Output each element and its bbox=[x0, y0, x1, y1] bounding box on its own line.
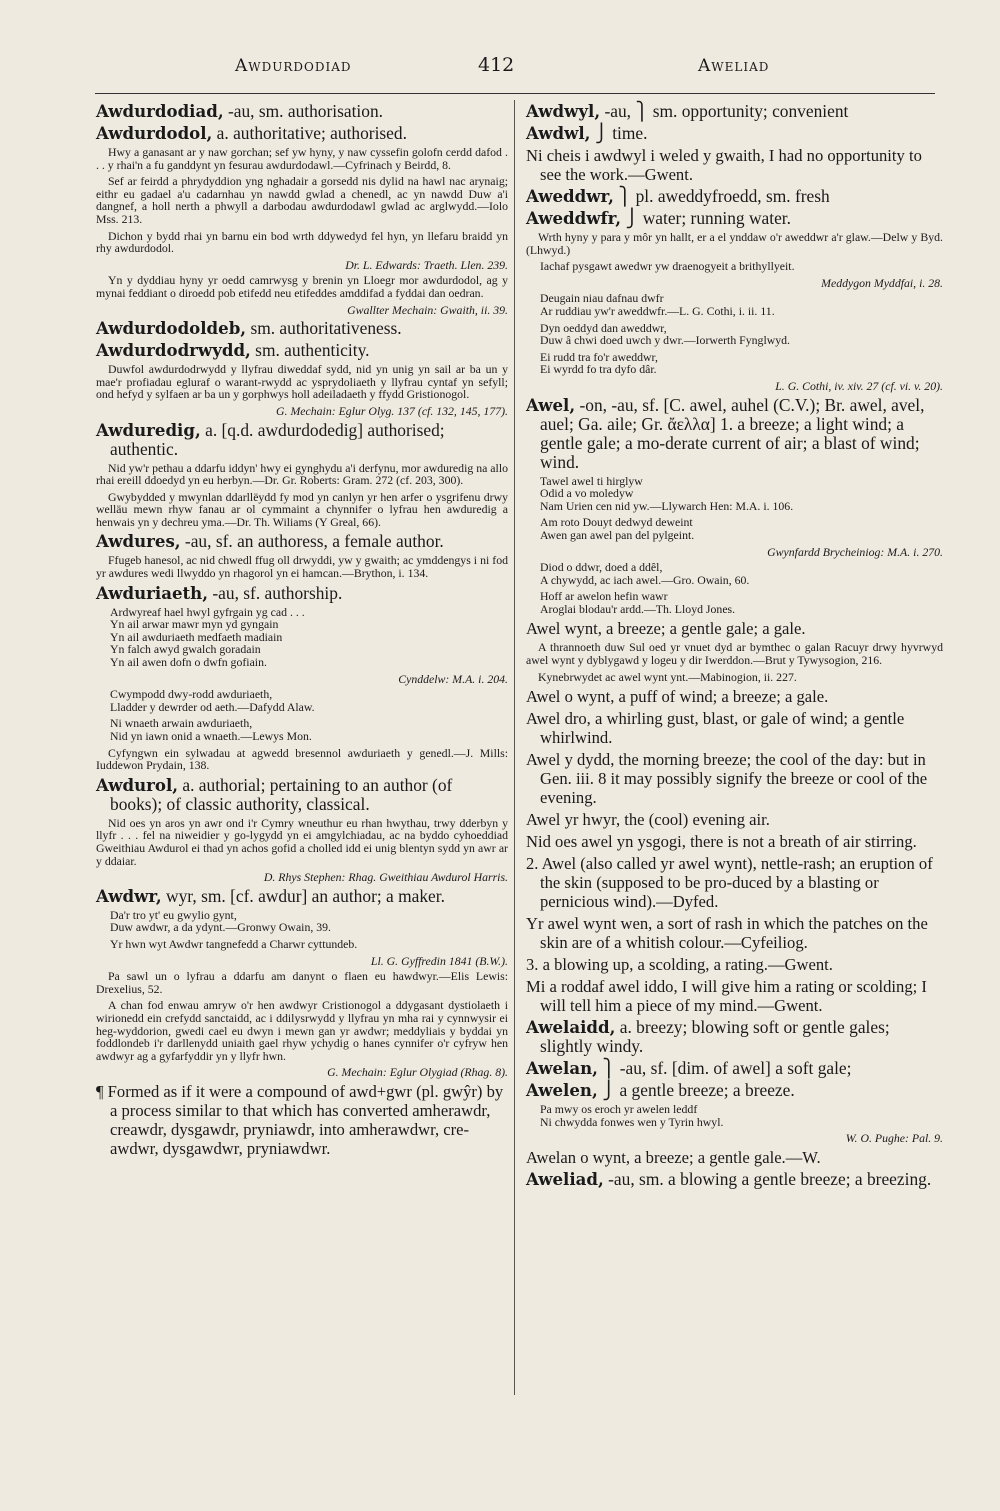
sense-paragraph: Awel wynt, a breeze; a gentle gale; a gale. bbox=[526, 619, 806, 639]
headword: Awduriaeth, bbox=[96, 582, 209, 603]
citation-quotation: Nid yw'r pethau a ddarfu iddyn' hwy ei gynghydu a'i derfynu, mor awduredig na allo rhai ereill ddoedyd yn eu herbyn.—Dr. Gr. Roberts: Gram. 272 (cf. 203, 300). bbox=[96, 460, 508, 488]
dictionary-entry bbox=[96, 124, 508, 143]
citation-source: Ll. G. Gyffredin 1841 (B.W.). bbox=[370, 953, 508, 968]
verse-quotation: Ardwyreaf hael hwyl gyfrgain yg cad . . . Yn ail arwar mawr myn yd gyngain Yn ail awduriaeth medfaeth madiain Yn falch awyd gwalch goradain Yn ail awen dofn o dwfn gofiain. bbox=[110, 604, 305, 670]
dictionary-entry bbox=[96, 776, 508, 814]
sense-paragraph: Mi a roddaf awel iddo, I will give him a rating or scolding; I will tell him a piece of my mind.—Gwent. bbox=[526, 977, 927, 1016]
column-divider bbox=[514, 100, 515, 1395]
definition: a. [q.d. awdurdodedig] authorised; authentic. bbox=[110, 419, 445, 459]
citation-source: G. Mechain: Eglur Olyg. 137 (cf. 132, 145, 177). bbox=[276, 403, 508, 418]
dictionary-entry bbox=[526, 396, 943, 472]
citation-source: Gwynfardd Brycheiniog: M.A. i. 270. bbox=[767, 544, 943, 559]
left-column bbox=[96, 102, 508, 1161]
header-rule bbox=[95, 93, 935, 94]
headword: Awelaidd, bbox=[526, 1017, 616, 1038]
dictionary-entry bbox=[96, 421, 508, 459]
citation-quotation: Sef ar feirdd a phrydyddion yng nghadair a gorsedd nis dylid na hawl nac arynaig; eithr eu gadael a'u cadarnhau yn nawdd gwlad a chenedl, ac yn nawdd Duw a'i dangnef, a holl nerth a phwyll a darbodau awdurdodawl gwlad ac arglwydd.—Iolo Mss. 213. bbox=[96, 174, 508, 226]
verse-quotation: Ei rudd tra fo'r aweddwr, Ei wyrdd fo tra dyfo dâr. bbox=[540, 349, 658, 377]
citation-quotation: Yn y dyddiau hyny yr oedd camrwysg y brenin yn Lloegr mor awdurdodol, ag y mynai feddiant o diroedd pob etifedd neu etifeddes amddifad a fyddai dan oedran. bbox=[96, 273, 508, 300]
citation-source: Gwallter Mechain: Gwaith, ii. 39. bbox=[347, 302, 508, 317]
verse-quotation: Ni wnaeth arwain awduriaeth, Nid yn iawn onid a wnaeth.—Lewys Mon. bbox=[110, 716, 312, 743]
definition: a. authorial; pertaining to an author (of books); of classic authority, classical. bbox=[110, 774, 453, 814]
definition: -on, -au, sf. [C. awel, auhel (C.V.); Br. awel, avel, auel; Ga. aile; Gr. ἄελλα] 1. a breeze; a light wind; a gentle gale; a mo-derate current of air; a blast of wind; wind. bbox=[540, 394, 925, 472]
sense-paragraph: Awel dro, a whirling gust, blast, or gale of wind; a gentle whirlwind. bbox=[526, 709, 905, 748]
definition: a. breezy; blowing soft or gentle gales; slightly windy. bbox=[540, 1017, 890, 1057]
headword: Awduredig, bbox=[96, 419, 201, 440]
verse-quotation: Yr hwn wyt Awdwr tangnefedd a Charwr cyttundeb. bbox=[110, 936, 358, 951]
headword: Aweliad, bbox=[526, 1169, 604, 1190]
verse-quotation: Tawel awel ti hirglyw Odid a vo moledyw Nam Urien cen nid yw.—Llywarch Hen: M.A. i. 106. bbox=[540, 473, 794, 513]
definition: ⎭ a gentle breeze; a breeze. bbox=[597, 1080, 795, 1101]
citation-quotation: Kynebrwydet ac awel wynt ynt.—Mabinogion, ii. 227. bbox=[538, 669, 797, 684]
citation-quotation: Ffugeb hanesol, ac nid chwedl ffug oll drwyddi, yw y gwaith; ac ymddengys i ni fod yr awdures wedi llwyddo yn rhagorol yn ei hamcan.—Brython, i. 134. bbox=[96, 553, 508, 581]
headword: Awdwyl, bbox=[526, 101, 601, 121]
verse-quotation: Deugain niau dafnau dwfr Ar ruddiau yw'r aweddwfr.—L. G. Cothi, i. ii. 11. bbox=[540, 291, 775, 318]
sense-paragraph: ¶ Formed as if it were a compound of awd+gwr (pl. gwŷr) by a process similar to that which has converted amherawdr, creawdr, dysgawdr, pryniawdr, into amherawdwr, cre-awdwr, dysgawdwr, pryniawdwr. bbox=[96, 1081, 504, 1158]
right-column bbox=[526, 102, 943, 1192]
sense-paragraph: Awel y dydd, the morning breeze; the cool of the day: but in Gen. iii. 8 it may possibly signify the breeze or cool of the evening. bbox=[526, 750, 928, 808]
citation-source: D. Rhys Stephen: Rhag. Gweithiau Awdurol Harris. bbox=[263, 870, 508, 885]
citation-source: L. G. Cothi, iv. xiv. 27 (cf. vi. v. 20). bbox=[775, 378, 943, 393]
citation-quotation: Cyfyngwn ein sylwadau at agwedd bresennol awduriaeth y genedl.—J. Mills: Iuddewon Prydain, 138. bbox=[96, 745, 508, 773]
running-head bbox=[95, 56, 935, 84]
sense-paragraph: Awelan o wynt, a breeze; a gentle gale.—W. bbox=[526, 1148, 821, 1168]
citation-quotation: Gwybydded y mwynlan ddarllëydd fy mod yn canlyn yr hen arfer o ysgrifenu drwy welläu mewn rhyw fanau ar ol cymmaint a chynnifer o lyfrau hen awduredig a henwais yn y dechreu yma.—Dr. Th. Wiliams (Y Greal, 66). bbox=[96, 489, 508, 529]
dictionary-entry bbox=[96, 532, 508, 551]
sense-paragraph: Ni cheis i awdwyl i weled y gwaith, I had no opportunity to see the work.—Gwent. bbox=[526, 146, 922, 184]
definition: -au, sf. an authoress, a female author. bbox=[180, 531, 444, 552]
dictionary-entry bbox=[96, 341, 508, 360]
dictionary-entry bbox=[526, 1018, 943, 1056]
headword: Awdurdodiad, bbox=[96, 101, 224, 121]
citation-source: Cynddelw: M.A. i. 204. bbox=[398, 671, 508, 686]
headword: Awdurdodol, bbox=[96, 123, 213, 143]
verse-quotation: Cwympodd dwy-rodd awduriaeth, Lladder y dewrder od aeth.—Dafydd Alaw. bbox=[110, 687, 315, 714]
definition: -au, ⎫ sm. opportunity; convenient bbox=[600, 101, 849, 121]
headword: Awel, bbox=[526, 394, 576, 415]
definition: sm. authoritativeness. bbox=[246, 318, 402, 339]
citation-quotation: Wrth hyny y para y môr yn hallt, er a el ynddaw o'r aweddwr a'r glaw.—Delw y Byd. (Lhwyd.) bbox=[526, 230, 943, 257]
headword: Awdwl, bbox=[526, 123, 591, 143]
definition: ⎭ water; running water. bbox=[620, 208, 791, 228]
sense-paragraph: 2. Awel (also called yr awel wynt), nettle-rash; an eruption of the skin (supposed to be pro-duced by a blasting or pernicious wind).—Dyfed. bbox=[526, 854, 933, 912]
headword: Aweddwfr, bbox=[526, 208, 621, 228]
definition: -au, sm. a blowing a gentle breeze; a breezing. bbox=[603, 1169, 932, 1190]
headword: Awdures, bbox=[96, 531, 181, 552]
sense-paragraph: Yr awel wynt wen, a sort of rash in which the patches on the skin are of a whitish colour.—Cyfeiliog. bbox=[526, 914, 928, 953]
verse-quotation: Diod o ddwr, doed a ddêl, A chywydd, ac iach awel.—Gro. Owain, 60. bbox=[540, 560, 750, 587]
running-head-right: Aweliad bbox=[698, 56, 770, 76]
running-head-left: Awdurdodiad bbox=[235, 56, 352, 76]
definition: a. authoritative; authorised. bbox=[212, 123, 407, 143]
sense-paragraph: Awel o wynt, a puff of wind; a breeze; a gale. bbox=[526, 687, 829, 707]
verse-quotation: Pa mwy os eroch yr awelen leddf Ni chwydda fonwes wen y Tyrin hwyl. bbox=[540, 1102, 724, 1129]
citation-quotation: A thrannoeth duw Sul oed yr vnuet dyd ar bymthec o galan Racuyr drwy hyvrwyd awel wynt y dyblygawd y logeu y dir Iwerddon.—Brut y Tywysogion, 216. bbox=[526, 640, 943, 668]
page-number: 412 bbox=[478, 54, 515, 76]
citation-quotation: Dichon y bydd rhai yn barnu ein bod wrth ddywedyd fel hyn, yn llefaru braidd yn rhy awdurdodol. bbox=[96, 228, 508, 256]
citation-source: Dr. L. Edwards: Traeth. Llen. 239. bbox=[345, 257, 508, 272]
citation-quotation: Pa sawl un o lyfrau a ddarfu am danynt o flaen eu hawdwyr.—Elis Lewis: Drexelius, 52. bbox=[96, 969, 508, 996]
headword: Awdwr, bbox=[96, 885, 162, 906]
definition: -au, sm. authorisation. bbox=[223, 101, 383, 121]
dictionary-entry bbox=[96, 887, 508, 906]
definition: ⎫ pl. aweddyfroedd, sm. fresh bbox=[613, 186, 830, 206]
headword: Awdurdodrwydd, bbox=[96, 340, 251, 361]
citation-source: G. Mechain: Eglur Olygiad (Rhag. 8). bbox=[327, 1065, 508, 1080]
verse-quotation: Da'r tro yt' eu gwylio gynt, Duw awdwr, a da ydynt.—Gronwy Owain, 39. bbox=[110, 907, 332, 935]
verse-quotation: Iachaf pysgawt awedwr yw draenogyeit a brithyllyeit. bbox=[540, 259, 795, 274]
dictionary-entry bbox=[526, 1081, 943, 1100]
citation-source: Meddygon Myddfai, i. 28. bbox=[821, 275, 943, 290]
dictionary-entry bbox=[526, 209, 943, 228]
headword: Awelen, bbox=[526, 1080, 598, 1101]
dictionary-entry bbox=[96, 584, 508, 603]
citation-quotation: Hwy a ganasant ar y naw gorchan; sef yw hyny, y naw cyssefin golofn cerdd dafod . . . y rhai'n a fu ganddynt yn fesurau awdurdodawl.—Cyfrinach y Beirdd, 8. bbox=[96, 145, 508, 172]
dictionary-entry bbox=[526, 102, 943, 121]
headword: Aweddwr, bbox=[526, 186, 614, 206]
definition: ⎭ time. bbox=[590, 123, 648, 143]
verse-quotation: Am roto Douyt dedwyd deweint Awen gan awel pan del pylgeint. bbox=[540, 515, 695, 542]
definition: -au, sf. authorship. bbox=[208, 582, 343, 603]
dictionary-entry bbox=[96, 102, 508, 121]
sense-paragraph: Nid oes awel yn ysgogi, there is not a breath of air stirring. bbox=[526, 832, 917, 852]
sense-paragraph: Awel yr hwyr, the (cool) evening air. bbox=[526, 810, 770, 830]
verse-quotation: Dyn oeddyd dan aweddwr, Duw â chwi doed uwch y dwr.—Iorwerth Fynglwyd. bbox=[540, 320, 790, 348]
dictionary-entry bbox=[526, 1170, 943, 1189]
dictionary-entry bbox=[526, 1059, 943, 1078]
verse-quotation: Hoff ar awelon hefin wawr Aroglai blodau'r ardd.—Th. Lloyd Jones. bbox=[540, 589, 736, 616]
citation-quotation: Duwfol awdurdodrwydd y llyfrau diweddaf sydd, nid yn unig yn sail ar ba un y mae'r profiadau egluraf o warant-rwydd ac ysprydoliaeth y llyfrau cyntaf yn sefyll; ond hefyd y sylfaen ar ba un y gorphwys holl adeiladaeth y ffydd Gristionogol. bbox=[96, 362, 508, 402]
dictionary-entry bbox=[96, 319, 508, 338]
headword: Awelan, bbox=[526, 1058, 598, 1079]
dictionary-entry bbox=[526, 187, 943, 206]
definition: sm. authenticity. bbox=[250, 340, 370, 361]
citation-quotation: Nid oes yn aros yn awr ond i'r Cymry wneuthur eu rhan hwythau, trwy dderbyn y llyfr . . . fel na niweidier y go-lygydd yn ei amgylchiadau, ac na byddo cyhoeddiad Gweithiau Awdurol ei thad yn achos gofid a cholled idd ei unig blentyn sydd yn awr ar y ddaiar. bbox=[96, 815, 508, 868]
dictionary-entry bbox=[526, 124, 943, 143]
citation-source: W. O. Pughe: Pal. 9. bbox=[845, 1131, 943, 1146]
headword: Awdurdodoldeb, bbox=[96, 318, 247, 339]
headword: Awdurol, bbox=[96, 774, 179, 795]
definition: ⎫ -au, sf. [dim. of awel] a soft gale; bbox=[597, 1058, 852, 1079]
definition: wyr, sm. [cf. awdur] an author; a maker. bbox=[161, 885, 445, 906]
sense-paragraph: 3. a blowing up, a scolding, a rating.—Gwent. bbox=[526, 955, 833, 975]
citation-quotation: A chan fod enwau amryw o'r hen awdwyr Cristionogol a ddygasant dystiolaeth i wirionedd ein crefydd sanctaidd, ac i ddilysrwydd y llyfrau yn mha rai y cynnwysir ei heg-wyddorion, gwedi cael eu dwyn i mewn gan yr awdwr; meddyliais y byddai yn foddlondeb i'r darllenydd uniaith gael rhyw ychydig o hanes cynnifer o'r cyfryw hen awdwyr ag a gyfarfyddir yn y llyfr hwn. bbox=[96, 998, 508, 1063]
